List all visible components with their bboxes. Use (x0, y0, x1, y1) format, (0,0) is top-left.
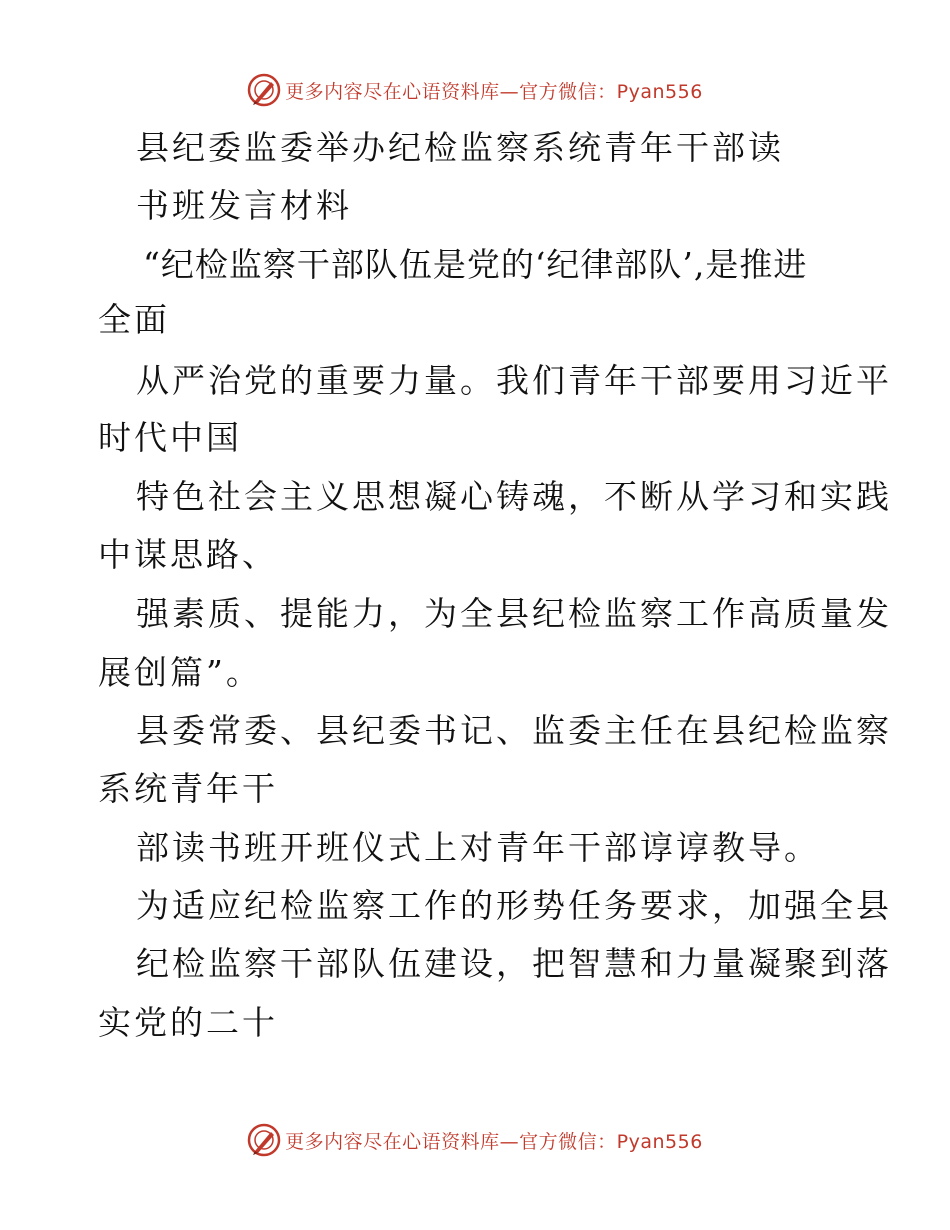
text-line: 系统青年干 (98, 769, 278, 808)
header-banner-text (285, 77, 703, 104)
text-line: 全面 (98, 300, 170, 339)
banner-main-text: 更多内容尽在心语资料库 (285, 80, 500, 103)
pen-logo-icon (247, 1123, 281, 1157)
text-line: 强素质、提能力，为全县纪检监察工作高质量发 (136, 594, 892, 633)
text-line: 为适应纪检监察工作的形势任务要求，加强全县 (136, 886, 892, 925)
banner-main-text: 更多内容尽在心语资料库 (285, 1130, 500, 1153)
banner-dash: — (499, 1130, 520, 1153)
banner-wechat-text: 官方微信：Pyan556 (519, 1130, 703, 1153)
header-banner (0, 70, 950, 110)
banner-wechat-text: 官方微信：Pyan556 (519, 80, 703, 103)
text-line: 实党的二十 (98, 1003, 278, 1042)
text-line: 县纪委监委举办纪检监察系统青年干部读 (136, 128, 784, 167)
text-line: 纪检监察干部队伍建设，把智慧和力量凝聚到落 (136, 944, 892, 983)
text-line: 从严治党的重要力量。我们青年干部要用习近平 (136, 361, 892, 400)
banner-dash: — (499, 80, 520, 103)
text-line: 部读书班开班仪式上对青年干部谆谆教导。 (136, 828, 820, 867)
text-line: “纪检监察干部队伍是党的‘纪律部队’,是推进 (143, 245, 808, 284)
pen-logo-icon (247, 73, 281, 107)
text-line: 展创篇”。 (98, 653, 262, 692)
text-line: 时代中国 (98, 418, 242, 457)
text-line: 特色社会主义思想凝心铸魂，不断从学习和实践 (136, 477, 892, 516)
text-line: 中谋思路、 (98, 535, 278, 574)
text-line: 县委常委、县纪委书记、监委主任在县纪检监察 (136, 711, 892, 750)
footer-banner (0, 1120, 950, 1160)
text-line: 书班发言材料 (136, 186, 352, 225)
footer-banner-text (285, 1127, 703, 1154)
